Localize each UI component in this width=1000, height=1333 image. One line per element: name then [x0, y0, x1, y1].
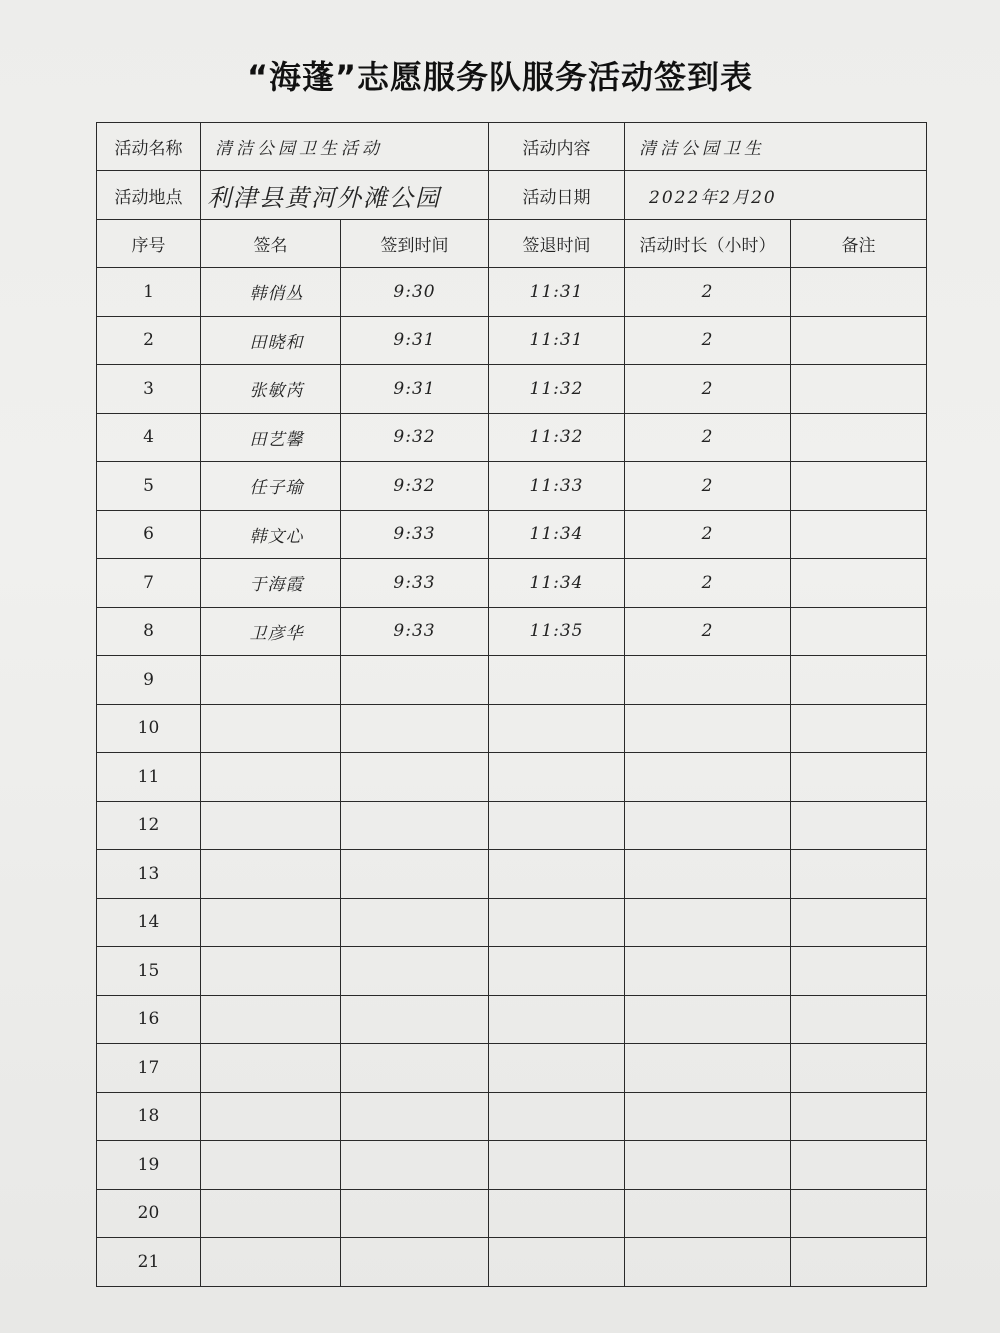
sign-out-time-cell: 11:35 [489, 607, 625, 656]
sign-in-time-cell [341, 995, 489, 1044]
info-row-place [97, 171, 927, 220]
sign-out-time-cell [489, 1238, 625, 1287]
table-row [97, 462, 927, 511]
sign-in-time-cell [341, 1189, 489, 1238]
signature-cell [201, 704, 341, 753]
sign-out-time-cell [489, 801, 625, 850]
sign-out-time-cell: 11:34 [489, 559, 625, 608]
table-row [97, 898, 927, 947]
sign-in-time-cell: 9:33 [341, 559, 489, 608]
header-duration: 活动时长（小时） [625, 220, 791, 268]
row-number-cell: 4 [97, 413, 201, 462]
row-number-cell: 6 [97, 510, 201, 559]
signature-cell [201, 753, 341, 802]
sign-out-time-cell [489, 1092, 625, 1141]
note-cell [791, 1189, 927, 1238]
note-cell [791, 1044, 927, 1093]
sign-in-time-cell [341, 801, 489, 850]
duration-hours-cell [625, 898, 791, 947]
signature-cell [201, 995, 341, 1044]
sign-out-time-cell: 11:31 [489, 268, 625, 317]
table-row [97, 1238, 927, 1287]
duration-hours-cell: 2 [625, 559, 791, 608]
signature-cell: 韩俏丛 [201, 268, 341, 317]
activity-name-value: 清洁公园卫生活动 [201, 123, 489, 171]
note-cell [791, 462, 927, 511]
table-row [97, 753, 927, 802]
row-number-cell: 13 [97, 850, 201, 899]
table-row [97, 656, 927, 705]
activity-date-label: 活动日期 [489, 171, 625, 220]
activity-name-label: 活动名称 [97, 123, 201, 171]
sign-in-table [96, 122, 927, 1287]
row-number-cell: 14 [97, 898, 201, 947]
sign-in-time-cell [341, 947, 489, 996]
row-number-cell: 5 [97, 462, 201, 511]
sign-in-time-cell: 9:32 [341, 413, 489, 462]
row-number-cell: 16 [97, 995, 201, 1044]
signature-cell: 于海霞 [201, 559, 341, 608]
signature-cell [201, 898, 341, 947]
note-cell [791, 753, 927, 802]
row-number-cell: 10 [97, 704, 201, 753]
row-number-cell: 12 [97, 801, 201, 850]
duration-hours-cell: 2 [625, 607, 791, 656]
table-row [97, 850, 927, 899]
row-number-cell: 18 [97, 1092, 201, 1141]
signature-cell [201, 1189, 341, 1238]
table-row [97, 559, 927, 608]
duration-hours-cell: 2 [625, 462, 791, 511]
sign-out-time-cell [489, 898, 625, 947]
sign-out-time-cell [489, 850, 625, 899]
sign-out-time-cell [489, 1141, 625, 1190]
sign-in-time-cell [341, 1238, 489, 1287]
column-header-row [97, 220, 927, 268]
duration-hours-cell [625, 1238, 791, 1287]
row-number-cell: 19 [97, 1141, 201, 1190]
sign-out-time-cell: 11:31 [489, 316, 625, 365]
note-cell [791, 947, 927, 996]
duration-hours-cell: 2 [625, 316, 791, 365]
sign-in-time-cell [341, 1092, 489, 1141]
sign-in-time-cell: 9:33 [341, 607, 489, 656]
duration-hours-cell [625, 704, 791, 753]
row-number-cell: 15 [97, 947, 201, 996]
note-cell [791, 995, 927, 1044]
note-cell [791, 704, 927, 753]
note-cell [791, 413, 927, 462]
activity-place-label: 活动地点 [97, 171, 201, 220]
signature-cell: 田艺馨 [201, 413, 341, 462]
sign-in-time-cell [341, 704, 489, 753]
note-cell [791, 1141, 927, 1190]
signature-cell [201, 850, 341, 899]
signature-cell: 任子瑜 [201, 462, 341, 511]
duration-hours-cell [625, 753, 791, 802]
table-row [97, 1044, 927, 1093]
note-cell [791, 316, 927, 365]
row-number-cell: 7 [97, 559, 201, 608]
sign-in-time-cell [341, 753, 489, 802]
table-row [97, 607, 927, 656]
sign-in-time-cell: 9:32 [341, 462, 489, 511]
duration-hours-cell [625, 850, 791, 899]
header-note: 备注 [791, 220, 927, 268]
row-number-cell: 9 [97, 656, 201, 705]
sign-out-time-cell: 11:32 [489, 365, 625, 414]
sign-out-time-cell [489, 1189, 625, 1238]
note-cell [791, 1092, 927, 1141]
sign-in-time-cell: 9:31 [341, 316, 489, 365]
duration-hours-cell [625, 656, 791, 705]
sign-in-time-cell [341, 1044, 489, 1093]
duration-hours-cell [625, 995, 791, 1044]
table-row [97, 1141, 927, 1190]
table-row [97, 704, 927, 753]
table-row [97, 801, 927, 850]
row-number-cell: 8 [97, 607, 201, 656]
signature-cell [201, 1238, 341, 1287]
signature-cell: 张敏芮 [201, 365, 341, 414]
sign-out-time-cell [489, 1044, 625, 1093]
note-cell [791, 801, 927, 850]
sign-out-time-cell: 11:33 [489, 462, 625, 511]
table-row [97, 413, 927, 462]
signature-cell [201, 1141, 341, 1190]
table-row [97, 995, 927, 1044]
signature-cell [201, 1044, 341, 1093]
table-row [97, 365, 927, 414]
signature-cell [201, 656, 341, 705]
activity-content-label: 活动内容 [489, 123, 625, 171]
sign-in-time-cell: 9:30 [341, 268, 489, 317]
row-number-cell: 17 [97, 1044, 201, 1093]
note-cell [791, 656, 927, 705]
table-row [97, 510, 927, 559]
header-sign: 签名 [201, 220, 341, 268]
activity-content-value: 清洁公园卫生 [625, 123, 927, 171]
duration-hours-cell: 2 [625, 413, 791, 462]
sign-out-time-cell [489, 656, 625, 705]
signature-cell [201, 1092, 341, 1141]
table-row [97, 316, 927, 365]
signature-cell: 韩文心 [201, 510, 341, 559]
duration-hours-cell: 2 [625, 510, 791, 559]
header-sign-out-time: 签退时间 [489, 220, 625, 268]
duration-hours-cell [625, 1092, 791, 1141]
row-number-cell: 3 [97, 365, 201, 414]
note-cell [791, 365, 927, 414]
header-no: 序号 [97, 220, 201, 268]
duration-hours-cell [625, 1141, 791, 1190]
sign-in-time-cell: 9:33 [341, 510, 489, 559]
note-cell [791, 510, 927, 559]
duration-hours-cell [625, 1044, 791, 1093]
sign-out-time-cell [489, 947, 625, 996]
sign-in-time-cell: 9:31 [341, 365, 489, 414]
table-row [97, 1092, 927, 1141]
sign-out-time-cell [489, 753, 625, 802]
activity-date-value: 2022年2月20 [625, 171, 927, 220]
row-number-cell: 20 [97, 1189, 201, 1238]
note-cell [791, 850, 927, 899]
note-cell [791, 268, 927, 317]
row-number-cell: 1 [97, 268, 201, 317]
note-cell [791, 607, 927, 656]
duration-hours-cell [625, 947, 791, 996]
duration-hours-cell: 2 [625, 365, 791, 414]
sign-out-time-cell: 11:34 [489, 510, 625, 559]
sign-in-time-cell [341, 656, 489, 705]
sign-in-time-cell [341, 850, 489, 899]
table-row [97, 947, 927, 996]
info-row-name [97, 123, 927, 171]
sheet-title: “海蓬”志愿服务队服务活动签到表 [246, 58, 754, 96]
signature-cell [201, 801, 341, 850]
table-row [97, 268, 927, 317]
duration-hours-cell: 2 [625, 268, 791, 317]
row-number-cell: 2 [97, 316, 201, 365]
signature-cell [201, 947, 341, 996]
sign-out-time-cell: 11:32 [489, 413, 625, 462]
sign-in-time-cell [341, 1141, 489, 1190]
sign-out-time-cell [489, 704, 625, 753]
duration-hours-cell [625, 801, 791, 850]
signature-cell: 卫彦华 [201, 607, 341, 656]
sign-in-time-cell [341, 898, 489, 947]
row-number-cell: 21 [97, 1238, 201, 1287]
note-cell [791, 898, 927, 947]
table-row [97, 1189, 927, 1238]
header-sign-in-time: 签到时间 [341, 220, 489, 268]
note-cell [791, 559, 927, 608]
activity-place-value: 利津县黄河外滩公园 [201, 171, 489, 220]
signature-cell: 田晓和 [201, 316, 341, 365]
note-cell [791, 1238, 927, 1287]
duration-hours-cell [625, 1189, 791, 1238]
row-number-cell: 11 [97, 753, 201, 802]
sign-out-time-cell [489, 995, 625, 1044]
